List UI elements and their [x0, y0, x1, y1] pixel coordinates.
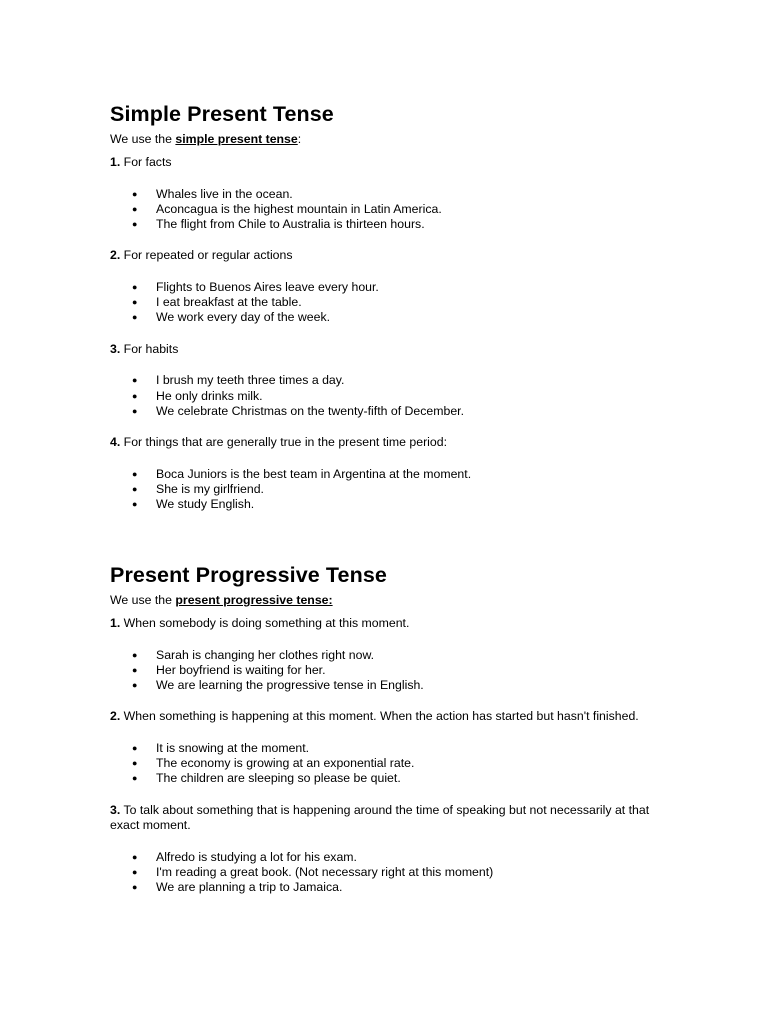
section-present-progressive [110, 561, 650, 912]
list-item [110, 850, 650, 865]
bullet-icon: ● [132, 203, 138, 214]
section-intro [110, 592, 650, 608]
usage-text: For repeated or regular actions [120, 248, 293, 263]
example-list [110, 467, 650, 513]
usage-number: 4. [110, 435, 121, 450]
usage-number: 1. [110, 155, 121, 169]
bullet-icon: ● [132, 375, 138, 386]
example-text: She is my girlfriend. [156, 481, 264, 496]
section-intro [110, 131, 650, 147]
example-text: I'm reading a great book. (Not necessary right at this moment) [156, 865, 494, 880]
bullet-icon: ● [132, 649, 138, 660]
example-list [110, 648, 650, 694]
bullet-icon: ● [132, 188, 138, 199]
list-item [110, 295, 650, 310]
usage-group [110, 709, 650, 786]
example-text: We are learning the progressive tense in English. [156, 678, 424, 693]
usage-group [110, 616, 650, 693]
list-item [110, 648, 650, 663]
example-text: We are planning a trip to Jamaica. [156, 880, 343, 895]
usage-number: 3. [110, 802, 121, 817]
example-text: Aconcagua is the highest mountain in Latin America. [156, 201, 442, 216]
usage-heading [110, 616, 650, 632]
usage-text: For habits [120, 341, 179, 356]
bullet-icon: ● [132, 742, 138, 753]
usage-heading [110, 435, 650, 451]
bullet-icon: ● [132, 405, 138, 416]
example-text: I eat breakfast at the table. [156, 295, 302, 310]
bullet-icon: ● [132, 312, 138, 323]
example-text: I brush my teeth three times a day. [156, 373, 345, 388]
example-list [110, 741, 650, 787]
usage-text: To talk about something that is happening around the time of speaking but not necessarily at that exact moment. [110, 802, 650, 833]
example-text: We work every day of the week. [156, 310, 331, 325]
list-item [110, 187, 650, 202]
usage-text: When something is happening at this moment. When the action has started but hasn't finished. [120, 709, 639, 724]
example-text: We celebrate Christmas on the twenty-fifth of December. [156, 403, 465, 418]
example-text: The economy is growing at an exponential rate. [156, 756, 415, 771]
example-text: Boca Juniors is the best team in Argentina at the moment. [156, 466, 472, 481]
list-item [110, 389, 650, 404]
usage-number: 1. [110, 616, 121, 630]
intro-suffix: : [297, 132, 302, 146]
bullet-icon: ● [132, 664, 138, 675]
list-item [110, 310, 650, 325]
usage-heading [110, 155, 650, 171]
usage-number: 3. [110, 341, 121, 356]
bullet-icon: ● [132, 680, 138, 691]
bullet-icon: ● [132, 281, 138, 292]
bullet-icon: ● [132, 468, 138, 479]
example-text: Whales live in the ocean. [156, 186, 293, 201]
bullet-icon: ● [132, 499, 138, 510]
usage-number: 2. [110, 709, 121, 724]
usage-text: When somebody is doing something at this moment. [120, 616, 410, 630]
bullet-icon: ● [132, 867, 138, 878]
bullet-icon: ● [132, 758, 138, 769]
bullet-icon: ● [132, 390, 138, 401]
list-item [110, 880, 650, 895]
example-list [110, 373, 650, 419]
example-text: We study English. [156, 497, 255, 512]
list-item [110, 202, 650, 217]
bullet-icon: ● [132, 851, 138, 862]
intro-prefix: We use the [110, 132, 176, 146]
bullet-icon: ● [132, 297, 138, 308]
example-text: He only drinks milk. [156, 388, 263, 403]
list-item [110, 771, 650, 786]
usage-text: For facts [120, 155, 172, 169]
usage-group [110, 803, 650, 896]
list-item [110, 467, 650, 482]
intro-term: present progressive tense: [175, 593, 333, 607]
usage-heading [110, 803, 650, 834]
usage-number: 2. [110, 248, 121, 263]
example-list [110, 187, 650, 233]
example-text: Sarah is changing her clothes right now. [156, 647, 375, 662]
list-item [110, 678, 650, 693]
usage-group [110, 248, 650, 325]
example-list [110, 280, 650, 326]
usage-heading [110, 709, 650, 725]
intro-prefix: We use the [110, 593, 176, 607]
usage-group [110, 435, 650, 512]
list-item [110, 497, 650, 512]
usage-group [110, 155, 650, 232]
example-text: Flights to Buenos Aires leave every hour. [156, 279, 379, 294]
example-text: The flight from Chile to Australia is thirteen hours. [156, 217, 425, 232]
bullet-icon: ● [132, 483, 138, 494]
section-title: Present Progressive Tense [110, 563, 387, 587]
bullet-icon: ● [132, 882, 138, 893]
bullet-icon: ● [132, 219, 138, 230]
usage-heading [110, 342, 650, 358]
section-simple-present [110, 100, 650, 529]
example-text: Alfredo is studying a lot for his exam. [156, 849, 357, 864]
list-item [110, 865, 650, 880]
list-item [110, 404, 650, 419]
usage-group [110, 342, 650, 419]
list-item [110, 217, 650, 232]
example-text: Her boyfriend is waiting for her. [156, 662, 326, 677]
example-text: The children are sleeping so please be quiet. [156, 771, 401, 786]
list-item [110, 373, 650, 388]
bullet-icon: ● [132, 773, 138, 784]
usage-text: For things that are generally true in the present time period: [120, 435, 447, 450]
list-item [110, 482, 650, 497]
list-item [110, 280, 650, 295]
list-item [110, 741, 650, 756]
usage-heading [110, 248, 650, 264]
example-text: It is snowing at the moment. [156, 740, 310, 755]
list-item [110, 663, 650, 678]
example-list [110, 850, 650, 896]
list-item [110, 756, 650, 771]
intro-term: simple present tense [175, 132, 298, 146]
section-title: Simple Present Tense [110, 102, 334, 126]
